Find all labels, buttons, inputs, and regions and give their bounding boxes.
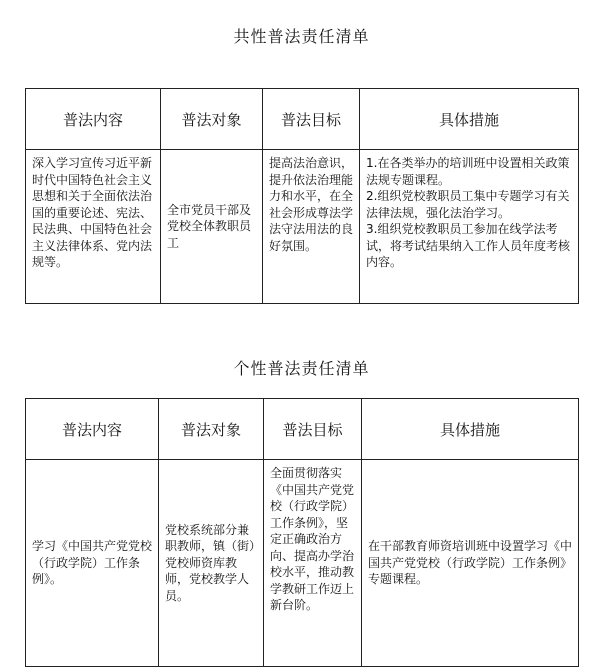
measure-item: 1.在各类举办的培训班中设置相关政策法规专题课程。 — [366, 156, 570, 187]
table-row — [26, 150, 579, 304]
header-goal: 普法目标 — [264, 399, 362, 460]
common-responsibility-table — [25, 88, 579, 304]
section2-title: 个性普法责任清单 — [233, 359, 370, 378]
header-goal: 普法目标 — [263, 89, 360, 150]
header-content: 普法内容 — [26, 399, 159, 460]
cell-content: 深入学习宣传习近平新时代中国特色社会主义思想和关于全面依法治国的重要论述、宪法、民法典、中国特色社会主义法律体系、党内法规等。 — [26, 150, 161, 304]
cell-goal: 全面贯彻落实《中国共产党党校（行政学院）工作条例》，坚定正确政治方向、提高办学治校水平，推动教学教研工作迈上新台阶。 — [264, 460, 362, 667]
specific-responsibility-table — [25, 398, 579, 667]
measure-item: 在干部教育师资培训班中设置学习《中国共产党党校（行政学院）工作条例》专题课程。 — [368, 539, 573, 587]
cell-measures — [362, 460, 579, 667]
cell-goal: 提高法治意识，提升依法治理能力和水平，在全社会形成尊法学法守法用法的良好氛围。 — [263, 150, 360, 304]
measure-item: 2.组织党校教职员工集中专题学习有关法律法规，强化法治学习。 — [366, 189, 570, 220]
table-header-row — [26, 89, 579, 150]
cell-target: 党校系统部分兼职教师，镇（街）党校师资库教师，党校教学人员。 — [159, 460, 264, 667]
table-row — [26, 460, 579, 667]
section1-title: 共性普法责任清单 — [233, 27, 370, 46]
header-measures: 具体措施 — [362, 399, 579, 460]
header-measures: 具体措施 — [360, 89, 579, 150]
table-header-row — [26, 399, 579, 460]
cell-content: 学习《中国共产党党校（行政学院）工作条例》。 — [26, 460, 159, 667]
measure-item: 3.组织党校教职员工参加在线学法考试，将考试结果纳入工作人员年度考核内容。 — [366, 222, 571, 269]
header-target: 普法对象 — [159, 399, 264, 460]
cell-target: 全市党员干部及党校全体教职员工 — [161, 150, 263, 304]
header-target: 普法对象 — [161, 89, 263, 150]
header-content: 普法内容 — [26, 89, 161, 150]
cell-measures — [360, 150, 579, 304]
